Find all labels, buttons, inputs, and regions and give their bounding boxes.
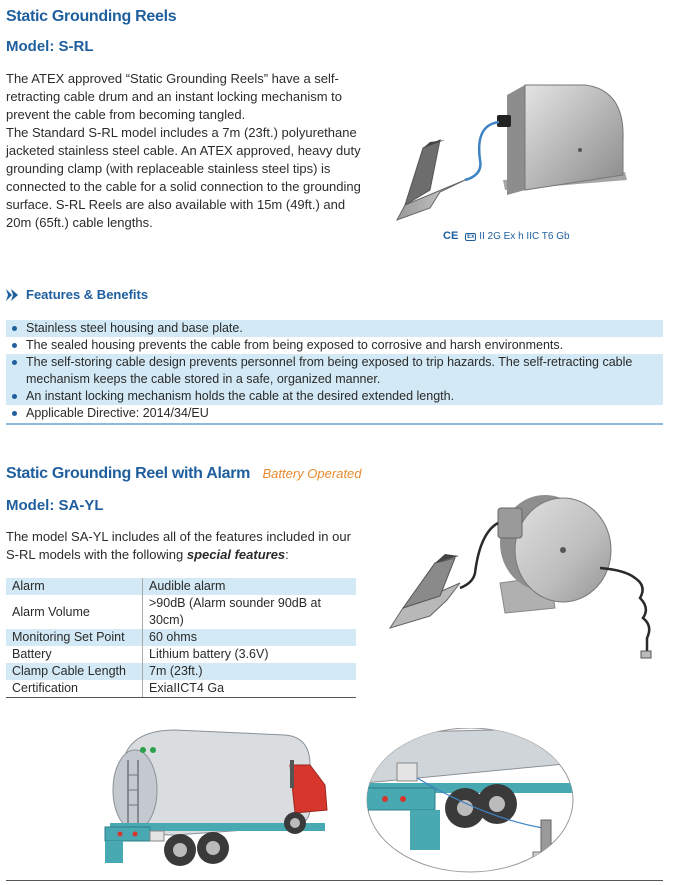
table-row	[6, 646, 356, 663]
table-row	[6, 663, 356, 680]
bottom-divider	[6, 880, 663, 881]
battery-operated-label: Battery Operated	[262, 466, 362, 481]
spec-label: Certification	[6, 680, 143, 698]
features-list	[6, 320, 663, 422]
grounding-detail-illustration	[365, 728, 575, 878]
feature-item: Stainless steel housing and base plate.	[6, 320, 663, 337]
spec-label: Alarm	[6, 578, 143, 595]
spec-value: >90dB (Alarm sounder 90dB at 30cm)	[143, 595, 357, 629]
tanker-truck-illustration	[95, 715, 335, 875]
s-rl-paragraph-1: The ATEX approved “Static Grounding Reels” have a self-retracting cable drum and an instant locking mechanism to prevent the cable from becoming tangled.	[6, 71, 343, 122]
spec-table	[6, 578, 356, 698]
special-features-emphasis: special features	[186, 547, 286, 562]
spec-value: Lithium battery (3.6V)	[143, 646, 357, 663]
s-rl-paragraph-2: The Standard S-RL model includes a 7m (23ft.) polyurethane jacketed stainless steel cable. An ATEX approved, heavy duty grounding clamp (with replaceable stainless steel tips) is connected to the cable for a solid connection to the grounding surface. S-RL Reels are also available with 15m (49ft.) and 20m (65ft.) cable lengths.	[6, 125, 361, 230]
section-title-static-grounding-reels: Static Grounding Reels	[6, 8, 177, 25]
table-row	[6, 629, 356, 646]
sa-yl-intro-text: The model SA-YL includes all of the features included in our S-RL models with the following	[6, 529, 351, 562]
ce-mark: CE	[443, 230, 459, 242]
s-rl-description	[6, 70, 361, 232]
sa-yl-intro-end: :	[285, 547, 289, 562]
alarm-reel-title: Static Grounding Reel with Alarm	[6, 465, 251, 482]
section-title-alarm	[6, 465, 362, 483]
spec-value: 60 ohms	[143, 629, 357, 646]
features-heading	[6, 287, 148, 302]
spec-label: Battery	[12, 647, 52, 661]
spec-value: ExiaIICT4 Ga	[143, 680, 357, 698]
spec-label: Alarm Volume	[12, 604, 90, 619]
double-chevron-icon	[6, 289, 20, 301]
model-s-rl: Model: S-RL	[6, 38, 94, 55]
sa-yl-intro	[6, 528, 366, 564]
feature-item: The self-storing cable design prevents personnel from being exposed to trip hazards. The self-retracting cable mechanism keeps the cable stored in a safe, organized manner.	[6, 354, 663, 388]
table-row	[6, 595, 356, 629]
features-heading-text: Features & Benefits	[26, 287, 149, 302]
ex-hexagon-icon	[465, 233, 476, 241]
features-divider	[6, 423, 663, 425]
table-row	[6, 578, 356, 595]
spec-label: Clamp Cable Length	[6, 663, 143, 680]
sa-yl-reel-image	[385, 488, 665, 663]
ex-mark-text: Ex	[467, 234, 475, 240]
spec-label: Monitoring Set Point	[6, 629, 143, 646]
atex-rating: II 2G Ex h IIC T6 Gb	[479, 231, 570, 242]
s-rl-reel-image	[385, 80, 640, 225]
certification-marks	[443, 230, 570, 242]
feature-item: The sealed housing prevents the cable from being exposed to corrosive and harsh environments.	[6, 337, 663, 354]
spec-value: Audible alarm	[143, 578, 357, 595]
spec-value: 7m (23ft.)	[143, 663, 357, 680]
model-sa-yl: Model: SA-YL	[6, 497, 104, 514]
feature-item: An instant locking mechanism holds the cable at the desired extended length.	[6, 388, 663, 405]
feature-item: Applicable Directive: 2014/34/EU	[6, 405, 663, 422]
table-row	[6, 680, 356, 698]
